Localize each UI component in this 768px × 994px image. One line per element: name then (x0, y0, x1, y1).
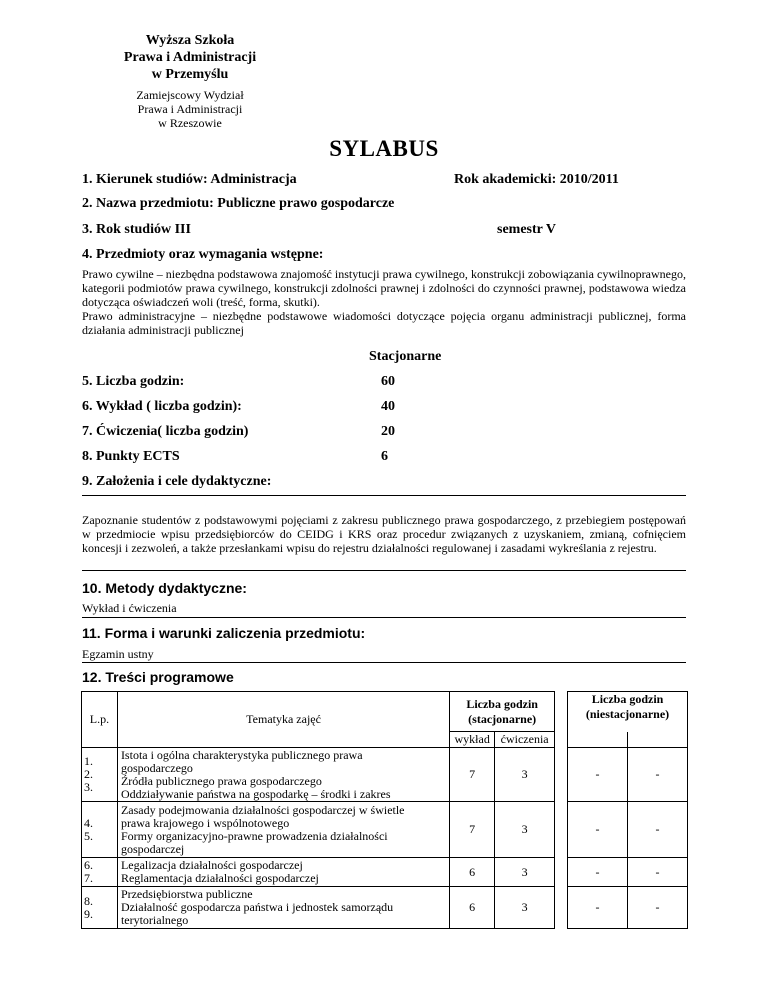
sub-cwiczenia (495, 732, 555, 748)
num: 9. (84, 906, 93, 921)
topic: Działalność gospodarcza państwa i jednostek samorządu (120, 900, 394, 914)
row-4-cwiczenia: 3 (495, 887, 555, 929)
semestr: semestr V (497, 222, 556, 237)
hours-value-2: 40 (381, 399, 395, 414)
row-1-n2: - (628, 748, 688, 802)
hours-label-4: 8. Punkty ECTS (82, 449, 180, 464)
topic: Przedsiębiorstwa publiczne (120, 887, 253, 901)
topic: Reglamentacja działalności gospodarczej (120, 871, 319, 885)
table-header-row (82, 692, 688, 732)
rok-akademicki: Rok akademicki: 2010/2011 (454, 172, 619, 187)
metody-label: 10. Metody dydaktyczne: (82, 580, 247, 596)
topic: gospodarczej (120, 841, 185, 856)
num: 5. (84, 828, 93, 843)
col-lp (82, 692, 118, 748)
hours-value-3: 20 (381, 424, 395, 439)
topic: gospodarczego (120, 760, 193, 775)
gap (555, 748, 568, 802)
row-4-wyklad: 6 (450, 887, 495, 929)
row-4-n1: - (568, 887, 628, 929)
num: 7. (84, 871, 93, 885)
row-3-cwiczenia: 3 (495, 858, 555, 887)
row-2-n1: - (568, 802, 628, 858)
school-line-2: Prawa i Administracji (123, 50, 257, 65)
hours-label-2: 6. Wykład ( liczba godzin): (82, 399, 242, 414)
row-2-topics (117, 802, 449, 858)
metody-text: Wykład i ćwiczenia (82, 601, 177, 615)
row-1-wyklad: 7 (450, 748, 495, 802)
row-1-nums (82, 748, 118, 802)
row-1-n1: - (568, 748, 628, 802)
gap (555, 887, 568, 929)
divider-1 (82, 495, 686, 496)
table-row (82, 858, 688, 887)
hours-value-1: 60 (381, 374, 395, 389)
faculty-line-2: Prawa i Administracji (137, 102, 243, 116)
school-line-3: w Przemyślu (151, 67, 229, 82)
table-row (82, 802, 688, 858)
sub-n1 (568, 732, 628, 748)
req-administracyjne: Prawo administracyjne – niezbędne podstawowe wiadomości dotyczące pojęcia organu administracji publicznej, forma działania administracji publicznej (82, 309, 686, 337)
col-niestac-line-1: Liczba godzin (591, 692, 664, 706)
item-rok-studiow: 3. Rok studiów III (82, 222, 191, 237)
req-cywilne: Prawo cywilne – niezbędna podstawowa znajomość instytucji prawa cywilnego, konstrukcji zobowiązania cywilnoprawnego, kategorii podmiotów prawa cywilnego, konstrukcji zdolności prawnej i zdolności do czynności prawnej, podstawowa wiedza dotycząca oświadczeń woli (treść, forma, skutki). (82, 267, 686, 309)
num: 2. (84, 767, 93, 781)
sub-wyklad (450, 732, 495, 748)
row-4-topics (117, 887, 449, 929)
topic: Źródła publicznego prawa gospodarczego (120, 773, 322, 788)
row-1-cwiczenia: 3 (495, 748, 555, 802)
topic: Istota i ogólna charakterystyka publicznego prawa (120, 747, 363, 762)
requirements-block (82, 267, 686, 337)
num: 8. (84, 893, 93, 908)
tresci-label: 12. Treści programowe (82, 669, 234, 685)
col-niestac-line-2: (niestacjonarne) (585, 707, 670, 721)
forma-label: 11. Forma i warunki zaliczenia przedmiotu: (82, 625, 366, 641)
item-przedmioty: 4. Przedmioty oraz wymagania wstępne: (82, 247, 324, 262)
forma-text: Egzamin ustny (82, 647, 154, 661)
row-3-nums (82, 858, 118, 887)
num: 1. (84, 754, 93, 768)
stacjonarne-label: Stacjonarne (369, 349, 442, 364)
row-4-nums (82, 887, 118, 929)
divider-3 (82, 617, 686, 618)
zalozenia-text: Zapoznanie studentów z podstawowymi pojęciami z zakresu publicznego prawa gospodarczego, z przebiegiem postępowań w przedmiocie wpisu przedsiębiorców do CEIDG i KRS oraz procedur związanych z uzyskaniem, zmianą, cofnięciem koncesji i zezwoleń, a także przesłankami wpisu do rejestru działalności regulowanej i zasadami wykreślania z rejestru. (82, 513, 686, 555)
item-kierunek: 1. Kierunek studiów: Administracja (82, 172, 297, 187)
row-2-wyklad: 7 (450, 802, 495, 858)
school-header (100, 32, 280, 130)
item-nazwa: 2. Nazwa przedmiotu: Publiczne prawo gospodarcze (82, 196, 395, 211)
topic: terytorialnego (120, 913, 189, 927)
program-table (81, 691, 688, 929)
divider-4 (82, 662, 686, 663)
topic: Formy organizacyjno-prawne prowadzenia działalności (120, 828, 388, 843)
sub-wyklad-label: wykład (454, 732, 490, 746)
row-2-cwiczenia: 3 (495, 802, 555, 858)
table-row (82, 887, 688, 929)
sub-cwiczenia-label: ćwiczenia (500, 732, 549, 746)
row-1-topics (117, 748, 449, 802)
school-line-1: Wyższa Szkoła (145, 33, 235, 48)
col-stacjonarne (450, 692, 555, 732)
num: 4. (84, 815, 93, 830)
row-4-n2: - (628, 887, 688, 929)
row-2-nums (82, 802, 118, 858)
col-tematyka-label: Tematyka zajęć (246, 712, 321, 726)
hours-value-4: 6 (381, 449, 388, 464)
table-row (82, 748, 688, 802)
topic: Zasady podejmowania działalności gospodarczej w świetle (120, 802, 405, 817)
hours-label-1: 5. Liczba godzin: (82, 374, 185, 389)
faculty-line-3: w Rzeszowie (158, 116, 222, 130)
topic: Oddziaływanie państwa na gospodarkę – środki i zakres (120, 786, 391, 801)
topic: Legalizacja działalności gospodarczej (120, 858, 303, 872)
col-lp-label: L.p. (89, 712, 110, 726)
hours-label-3: 7. Ćwiczenia( liczba godzin) (82, 424, 249, 439)
faculty-line-1: Zamiejscowy Wydział (136, 88, 244, 102)
topic: prawa krajowego i wspólnotowego (120, 815, 290, 830)
col-tematyka (117, 692, 449, 748)
col-niestacjonarne (568, 692, 688, 732)
page-title: SYLABUS (329, 136, 439, 161)
col-stac-line-1: Liczba godzin (466, 696, 538, 711)
gap (555, 802, 568, 858)
gap-col (555, 692, 568, 748)
row-2-n2: - (628, 802, 688, 858)
divider-2 (82, 570, 686, 571)
num: 3. (84, 780, 93, 794)
row-3-topics (117, 858, 449, 887)
col-stac-line-2: (stacjonarne) (468, 711, 537, 726)
row-3-n1: - (568, 858, 628, 887)
row-3-n2: - (628, 858, 688, 887)
row-3-wyklad: 6 (450, 858, 495, 887)
zalozenia-label: 9. Założenia i cele dydaktyczne: (82, 474, 272, 489)
num: 6. (84, 858, 93, 872)
sub-n2 (628, 732, 688, 748)
gap (555, 858, 568, 887)
